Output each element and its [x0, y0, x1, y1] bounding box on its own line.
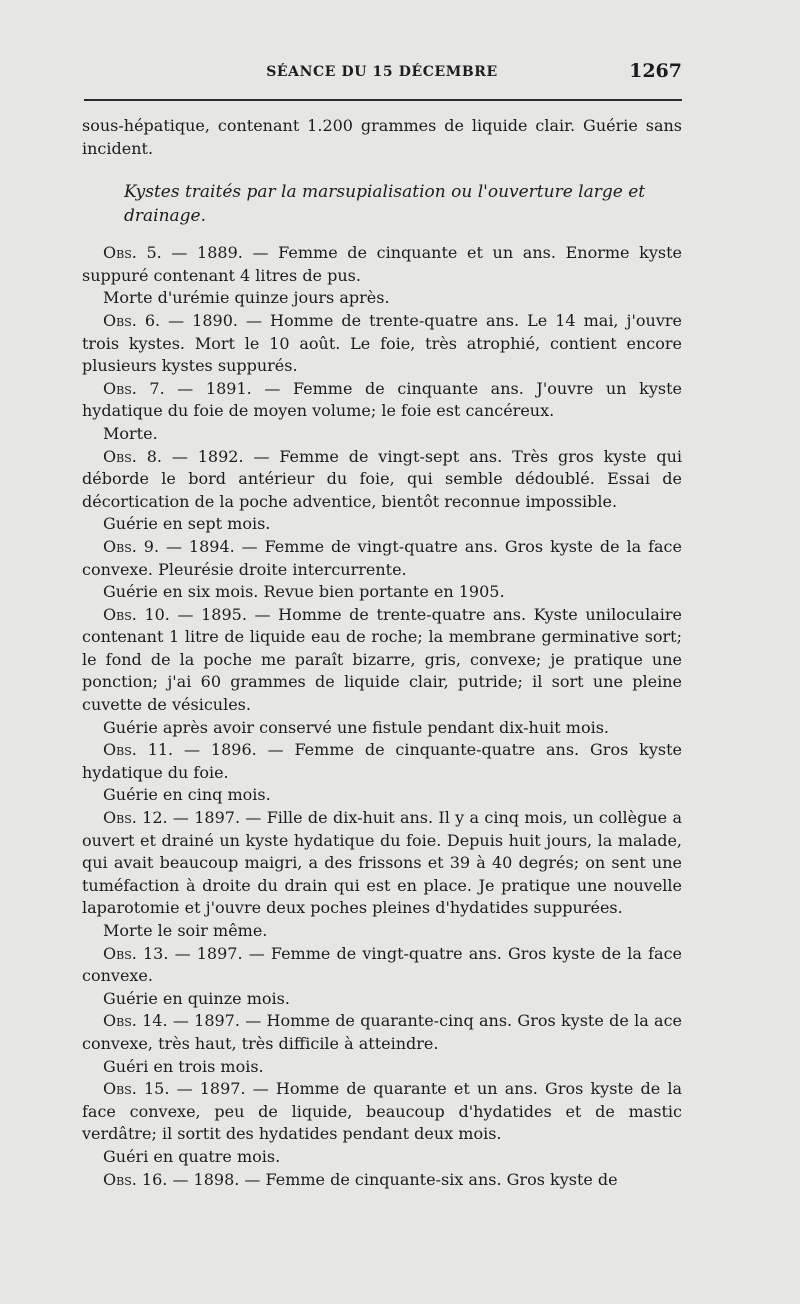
obs-text: — 1891. — Femme de cinquante ans. J'ouvre un kyste hydatique du foie de moyen volume; le foie est cancéreux.	[82, 378, 682, 421]
obs-label: Obs. 8.	[103, 446, 162, 466]
section-heading	[103, 180, 682, 228]
outcome: Guéri en trois mois.	[103, 1056, 264, 1076]
outcome: Guérie en six mois. Revue bien portante en 1905.	[103, 582, 505, 602]
obs-label: Obs. 13.	[103, 943, 169, 963]
outcome: Morte.	[103, 423, 158, 443]
obs-label: Obs. 9.	[103, 536, 160, 556]
page-header	[82, 60, 682, 86]
obs-label: Obs. 7.	[103, 378, 165, 398]
obs-label: Obs. 5.	[103, 243, 162, 263]
obs-label: Obs. 10.	[103, 604, 170, 624]
running-title: SÉANCE DU 15 DÉCEMBRE	[266, 64, 498, 80]
obs-label: Obs. 16.	[103, 1169, 168, 1189]
obs-label: Obs. 11.	[103, 740, 174, 760]
heading-line: Kystes traités par la marsupialisation ou l'ouverture large et	[124, 182, 646, 203]
outcome: Guérie en quinze mois.	[103, 988, 290, 1008]
body-text	[82, 115, 682, 1191]
outcome: Morte le soir même.	[103, 921, 268, 940]
obs-text: — 1894. — Femme de vingt-quatre ans. Gros kyste de la face convexe. Pleurésie droite intercurrente.	[82, 536, 682, 579]
observation	[82, 378, 682, 423]
obs-text: — 1897. — Homme de quarante et un ans. Gros kyste de la face convexe, peu de liquide, beaucoup d'hydatides et de mastic verdâtre; il sortit des hydatides pendant deux mois.	[82, 1079, 683, 1144]
obs-text: — 1897. — Fille de dix-huit ans. Il y a cinq mois, un collègue a ouvert et drainé un kyste hydatique du foie. Depuis huit jours, la malade, qui avait beaucoup maigri, a des frissons et 39 à 40 degrés; on sent une tuméfaction à droite du drain qui est en place. Je pratique une nouvelle laparotomie et j'ouvre deux poches pleines d'hydatides suppurées.	[82, 808, 682, 918]
observation	[82, 446, 682, 514]
obs-label: Obs. 12.	[103, 808, 168, 828]
page-number: 1267	[629, 60, 682, 82]
obs-text: — 1890. — Homme de trente-quatre ans. Le 14 mai, j'ouvre trois kystes. Mort le 10 août. Le foie, très atrophié, contient encore plusieurs kystes suppurés.	[82, 310, 682, 376]
obs-text: — 1898. — Femme de cinquante-six ans. Gros kyste de	[167, 1169, 618, 1189]
observation	[82, 1078, 682, 1146]
outcome: Guéri en quatre mois.	[103, 1146, 281, 1166]
obs-text: — 1895. — Homme de trente-quatre ans. Kyste uniloculaire contenant 1 litre de liquide eau de roche; la membrane germinative sort; le fond de la poche me paraît bizarre, gris, convexe; je pratique une ponction; j'ai 60 grammes de liquide clair, putride; il sort une pleine cuvette de vésicules.	[82, 604, 682, 715]
obs-text: — 1897. — Femme de vingt-quatre ans. Gros kyste de la face convexe.	[82, 943, 683, 986]
observation	[82, 604, 682, 717]
observation	[82, 242, 682, 287]
observation	[82, 536, 682, 581]
paragraph: sous-hépatique, contenant 1.200 grammes de liquide clair. Guérie sans incident.	[82, 116, 682, 158]
obs-label: Obs. 15.	[103, 1079, 170, 1099]
obs-text: — 1889. — Femme de cinquante et un ans. Enorme kyste suppuré contenant 4 litres de pus.	[82, 243, 682, 285]
outcome: Morte d'urémie quinze jours après.	[103, 288, 390, 308]
obs-text: — 1897. — Homme de quarante-cinq ans. Gros kyste de la ace convexe, très haut, très difficile à atteindre.	[82, 1011, 683, 1053]
obs-text: — 1896. — Femme de cinquante-quatre ans. Gros kyste hydatique du foie.	[82, 740, 683, 782]
observation	[82, 943, 682, 988]
observation	[82, 1169, 682, 1192]
observation	[82, 310, 682, 378]
observation	[82, 1010, 682, 1055]
header-rule	[84, 99, 682, 101]
obs-label: Obs. 14.	[103, 1011, 168, 1031]
outcome: Guérie après avoir conservé une fistule pendant dix-huit mois.	[103, 717, 609, 737]
observation	[82, 807, 682, 920]
outcome: Guérie en cinq mois.	[103, 785, 271, 805]
obs-text: — 1892. — Femme de vingt-sept ans. Très gros kyste qui déborde le bord antérieur du foie, qui semble dédoublé. Essai de décortication de la poche adventice, bientôt reconnue impossible.	[82, 446, 682, 511]
heading-line: drainage.	[124, 206, 207, 227]
outcome: Guérie en sept mois.	[103, 514, 271, 534]
obs-label: Obs. 6.	[103, 310, 161, 330]
observation	[82, 739, 682, 784]
